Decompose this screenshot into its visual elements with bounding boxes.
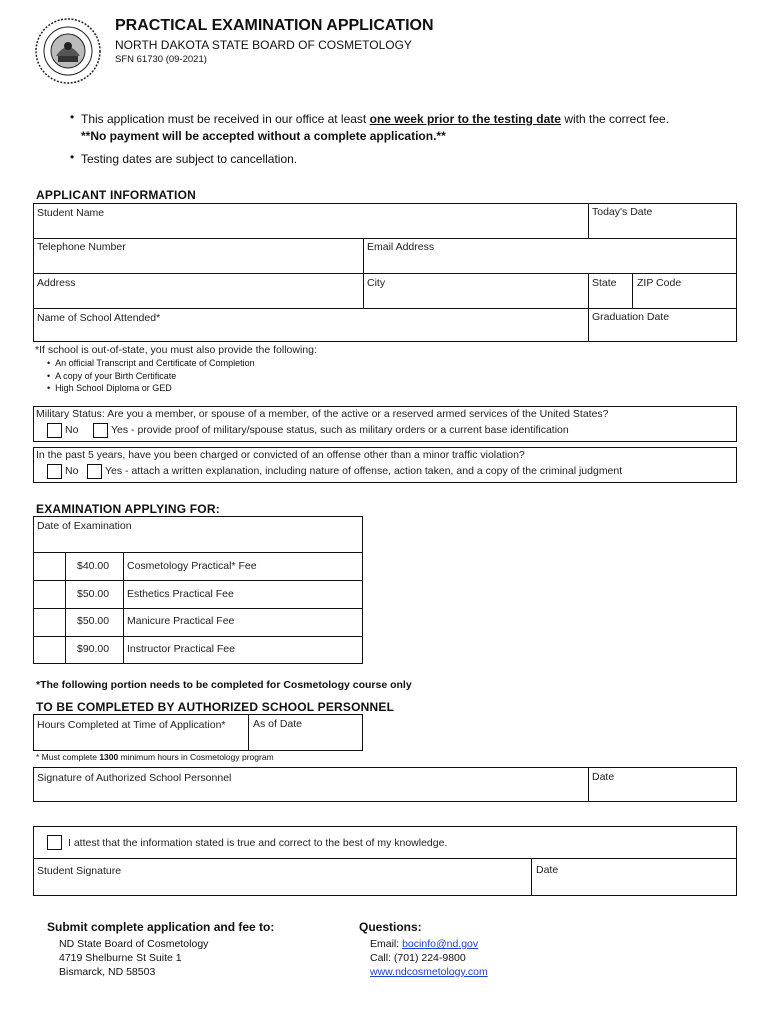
military-yes-checkbox[interactable] <box>93 423 108 438</box>
notice-1-line2: **No payment will be accepted without a complete application.** <box>81 129 446 143</box>
zip-field[interactable]: ZIP Code <box>637 277 682 289</box>
fee-checkbox-cell[interactable] <box>34 609 65 636</box>
board-name: NORTH DAKOTA STATE BOARD OF COSMETOLOGY <box>115 38 412 52</box>
fee-label: Cosmetology Practical* Fee <box>127 560 257 572</box>
graduation-date-field[interactable]: Graduation Date <box>592 311 670 323</box>
applicant-heading: APPLICANT INFORMATION <box>36 188 196 202</box>
attest-text: I attest that the information stated is true and correct to the best of my knowledge. <box>68 837 448 849</box>
offense-yes-label: Yes - attach a written explanation, including nature of offense, action taken, and a copy of the criminal judgment <box>105 465 623 477</box>
address-field[interactable]: Address <box>37 277 76 289</box>
military-yes-label: Yes - provide proof of military/spouse status, such as military orders or a current base identification <box>111 424 569 436</box>
offense-yes-checkbox[interactable] <box>87 464 102 479</box>
contact-info <box>370 937 488 979</box>
fee-amount: $40.00 <box>77 560 110 572</box>
notice-bullet: • <box>70 150 75 164</box>
student-date-field[interactable]: Date <box>536 864 559 876</box>
minimum-hours-note <box>36 752 274 762</box>
military-question: Military Status: Are you a member, or spouse of a member, of the active or a reserved armed services of the United States? <box>36 408 609 420</box>
notice-1-emphasis: one week prior to the testing date <box>369 112 561 126</box>
address-line: Bismarck, ND 58503 <box>59 966 156 978</box>
minimum-hours-pre: * Must complete <box>36 752 100 762</box>
contact-email-row <box>370 937 488 951</box>
list-item: • High School Diploma or GED <box>47 383 172 393</box>
notice-1 <box>81 112 669 126</box>
offense-question: In the past 5 years, have you been charged or convicted of an offense other than a minor traffic violation? <box>36 449 525 461</box>
fee-checkbox-cell[interactable] <box>34 553 65 580</box>
website-link[interactable]: www.ndcosmetology.com <box>370 966 488 978</box>
state-field[interactable]: State <box>592 277 617 289</box>
fee-amount: $90.00 <box>77 643 110 655</box>
submit-heading: Submit complete application and fee to: <box>47 920 275 934</box>
student-name-field[interactable]: Student Name <box>37 207 105 219</box>
military-no-label: No <box>65 424 79 436</box>
telephone-field[interactable]: Telephone Number <box>37 241 126 253</box>
out-of-state-note: *If school is out-of-state, you must also provide the following: <box>35 344 317 356</box>
form-number: SFN 61730 (09-2021) <box>115 54 207 65</box>
email-link[interactable]: bocinfo@nd.gov <box>402 938 479 950</box>
military-no-checkbox[interactable] <box>47 423 62 438</box>
fee-amount: $50.00 <box>77 588 110 600</box>
attest-checkbox[interactable] <box>47 835 62 850</box>
fee-label: Esthetics Practical Fee <box>127 588 234 600</box>
personnel-date-field[interactable]: Date <box>592 771 615 783</box>
fee-checkbox-cell[interactable] <box>34 581 65 608</box>
questions-heading: Questions: <box>359 920 422 934</box>
minimum-hours-post: minimum hours in Cosmetology program <box>118 752 274 762</box>
minimum-hours-value: 1300 <box>99 752 119 762</box>
hours-completed-field[interactable]: Hours Completed at Time of Application* <box>37 719 226 731</box>
email-label: Email: <box>370 938 403 950</box>
page-title: PRACTICAL EXAMINATION APPLICATION <box>115 17 434 34</box>
notice-2: Testing dates are subject to cancellation. <box>81 152 298 166</box>
todays-date-field[interactable]: Today's Date <box>592 206 653 218</box>
fee-label: Instructor Practical Fee <box>127 643 235 655</box>
list-item: • An official Transcript and Certificate of Completion <box>47 358 255 368</box>
personnel-signature-field[interactable]: Signature of Authorized School Personnel <box>37 772 232 784</box>
mailing-address <box>59 937 208 979</box>
school-personnel-heading: TO BE COMPLETED BY AUTHORIZED SCHOOL PERSONNEL <box>36 700 395 714</box>
state-seal-logo <box>34 16 102 86</box>
offense-no-checkbox[interactable] <box>47 464 62 479</box>
student-signature-field[interactable]: Student Signature <box>37 865 122 877</box>
list-item: • A copy of your Birth Certificate <box>47 370 177 381</box>
notice-bullet: • <box>70 110 75 124</box>
notice-1-text: This application must be received in our office at least <box>81 112 370 126</box>
cosmetology-note: *The following portion needs to be completed for Cosmetology course only <box>36 679 412 691</box>
exam-heading: EXAMINATION APPLYING FOR: <box>36 502 220 516</box>
requirement-list <box>47 357 255 395</box>
email-field[interactable]: Email Address <box>367 241 435 253</box>
exam-date-field[interactable]: Date of Examination <box>37 520 132 532</box>
as-of-date-field[interactable]: As of Date <box>253 718 303 730</box>
address-line: 4719 Shelburne St Suite 1 <box>59 952 182 964</box>
fee-checkbox-cell[interactable] <box>34 637 65 664</box>
offense-no-label: No <box>65 465 79 477</box>
school-field[interactable]: Name of School Attended* <box>37 312 161 324</box>
contact-phone: Call: (701) 224-9800 <box>370 952 466 964</box>
address-line: ND State Board of Cosmetology <box>59 938 209 950</box>
fee-label: Manicure Practical Fee <box>127 615 235 627</box>
fee-amount: $50.00 <box>77 615 110 627</box>
notice-1-tail: with the correct fee. <box>560 112 670 126</box>
city-field[interactable]: City <box>367 277 386 289</box>
